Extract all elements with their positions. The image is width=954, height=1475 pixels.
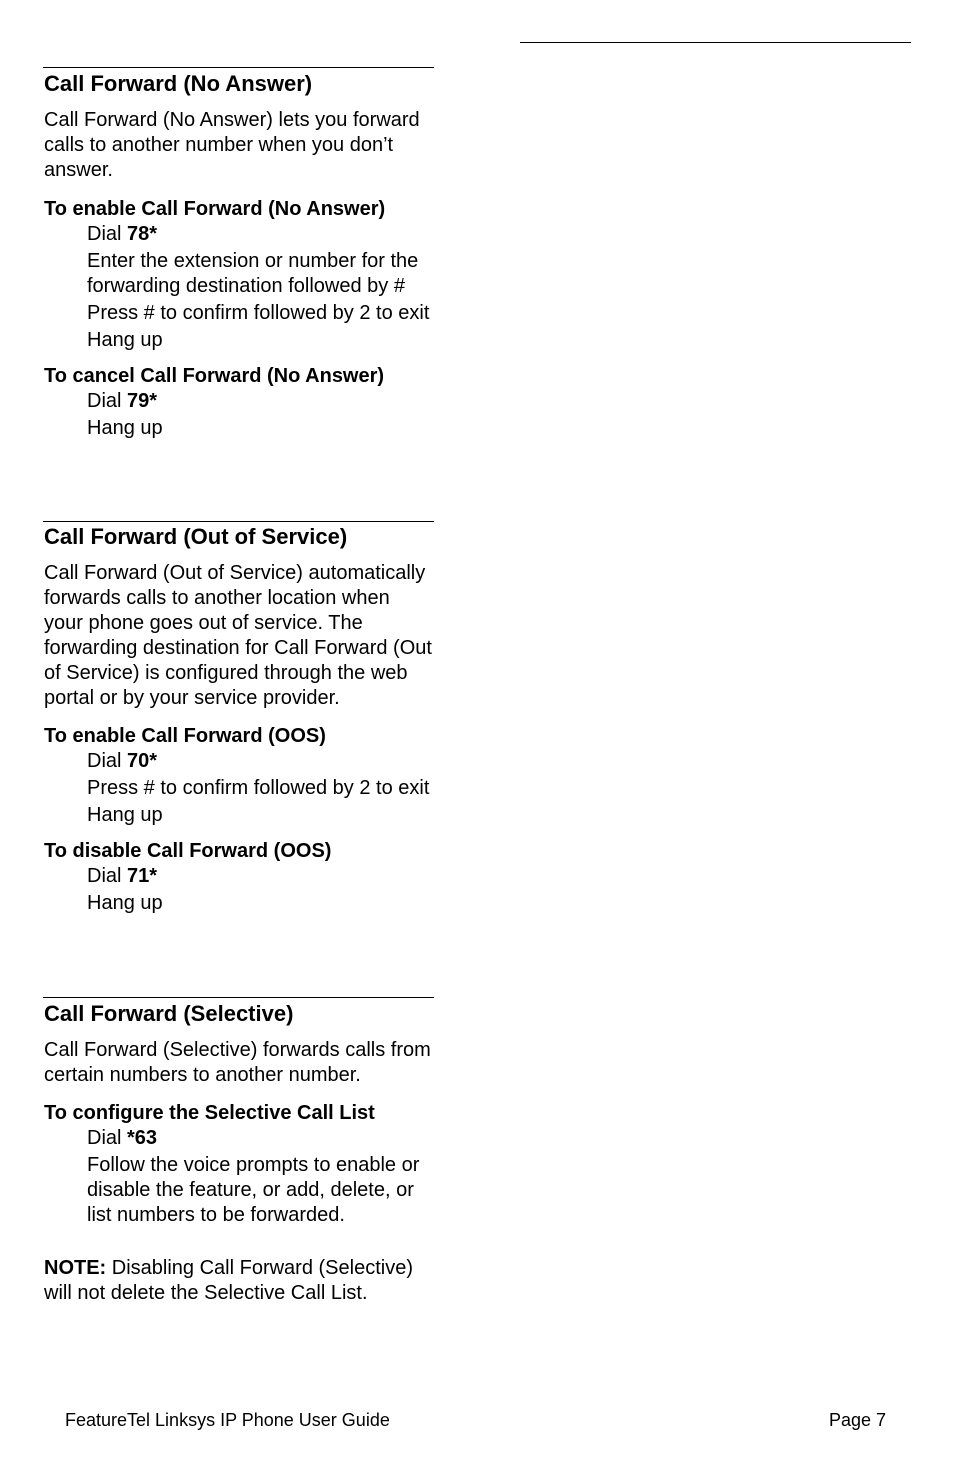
section-call-forward-out-of-service (44, 524, 434, 918)
step: Press # to confirm followed by 2 to exit (87, 302, 430, 324)
procedure-heading: To enable Call Forward (No Answer) (44, 198, 386, 220)
procedure-heading: To enable Call Forward (OOS) (44, 725, 326, 747)
dial-step: Dial 79* (87, 390, 158, 412)
step: Hang up (87, 892, 163, 914)
section-title: Call Forward (No Answer) (44, 71, 313, 96)
dial-step: Dial 71* (87, 865, 158, 887)
note (44, 1256, 434, 1306)
section-rule (43, 521, 434, 522)
step: Hang up (87, 417, 163, 439)
footer-title: FeatureTel Linksys IP Phone User Guide (65, 1410, 390, 1430)
section-rule (43, 997, 434, 998)
section-title: Call Forward (Out of Service) (44, 524, 348, 549)
section-intro: Call Forward (Selective) forwards calls from certain numbers to another number. (44, 1039, 431, 1086)
step: Follow the voice prompts to enable or disable the feature, or add, delete, or list numbers to be forwarded. (87, 1154, 420, 1226)
note-label: NOTE: (44, 1257, 107, 1279)
dial-step: Dial 78* (87, 223, 158, 245)
section-title: Call Forward (Selective) (44, 1001, 294, 1026)
step: Hang up (87, 329, 163, 351)
section-rule (43, 67, 434, 68)
step: Enter the extension or number for the forwarding destination followed by # (87, 250, 419, 297)
section-intro: Call Forward (No Answer) lets you forward calls to another number when you don’t answer. (44, 109, 420, 181)
procedure-heading: To configure the Selective Call List (44, 1102, 375, 1124)
step: Press # to confirm followed by 2 to exit (87, 777, 430, 799)
section-call-forward-no-answer (44, 71, 434, 443)
dial-step: Dial *63 (87, 1127, 158, 1149)
dial-step: Dial 70* (87, 750, 158, 772)
dial-code: 79* (127, 390, 158, 412)
section-intro: Call Forward (Out of Service) automatically forwards calls to another location when your phone goes out of service. The forwarding destination for Call Forward (Out of Service) is configured through the web portal or by your service provider. (44, 562, 432, 709)
procedure-heading: To cancel Call Forward (No Answer) (44, 365, 385, 387)
dial-code: 71* (127, 865, 158, 887)
right-column-rule (520, 42, 911, 43)
dial-code: 78* (127, 223, 158, 245)
step: Hang up (87, 804, 163, 826)
page-number: Page 7 (829, 1410, 887, 1430)
dial-code: 70* (127, 750, 158, 772)
section-call-forward-selective (44, 1001, 434, 1306)
procedure-heading: To disable Call Forward (OOS) (44, 840, 332, 862)
note-text: Disabling Call Forward (Selective) will not delete the Selective Call List. (44, 1257, 413, 1304)
dial-code: *63 (127, 1127, 158, 1149)
